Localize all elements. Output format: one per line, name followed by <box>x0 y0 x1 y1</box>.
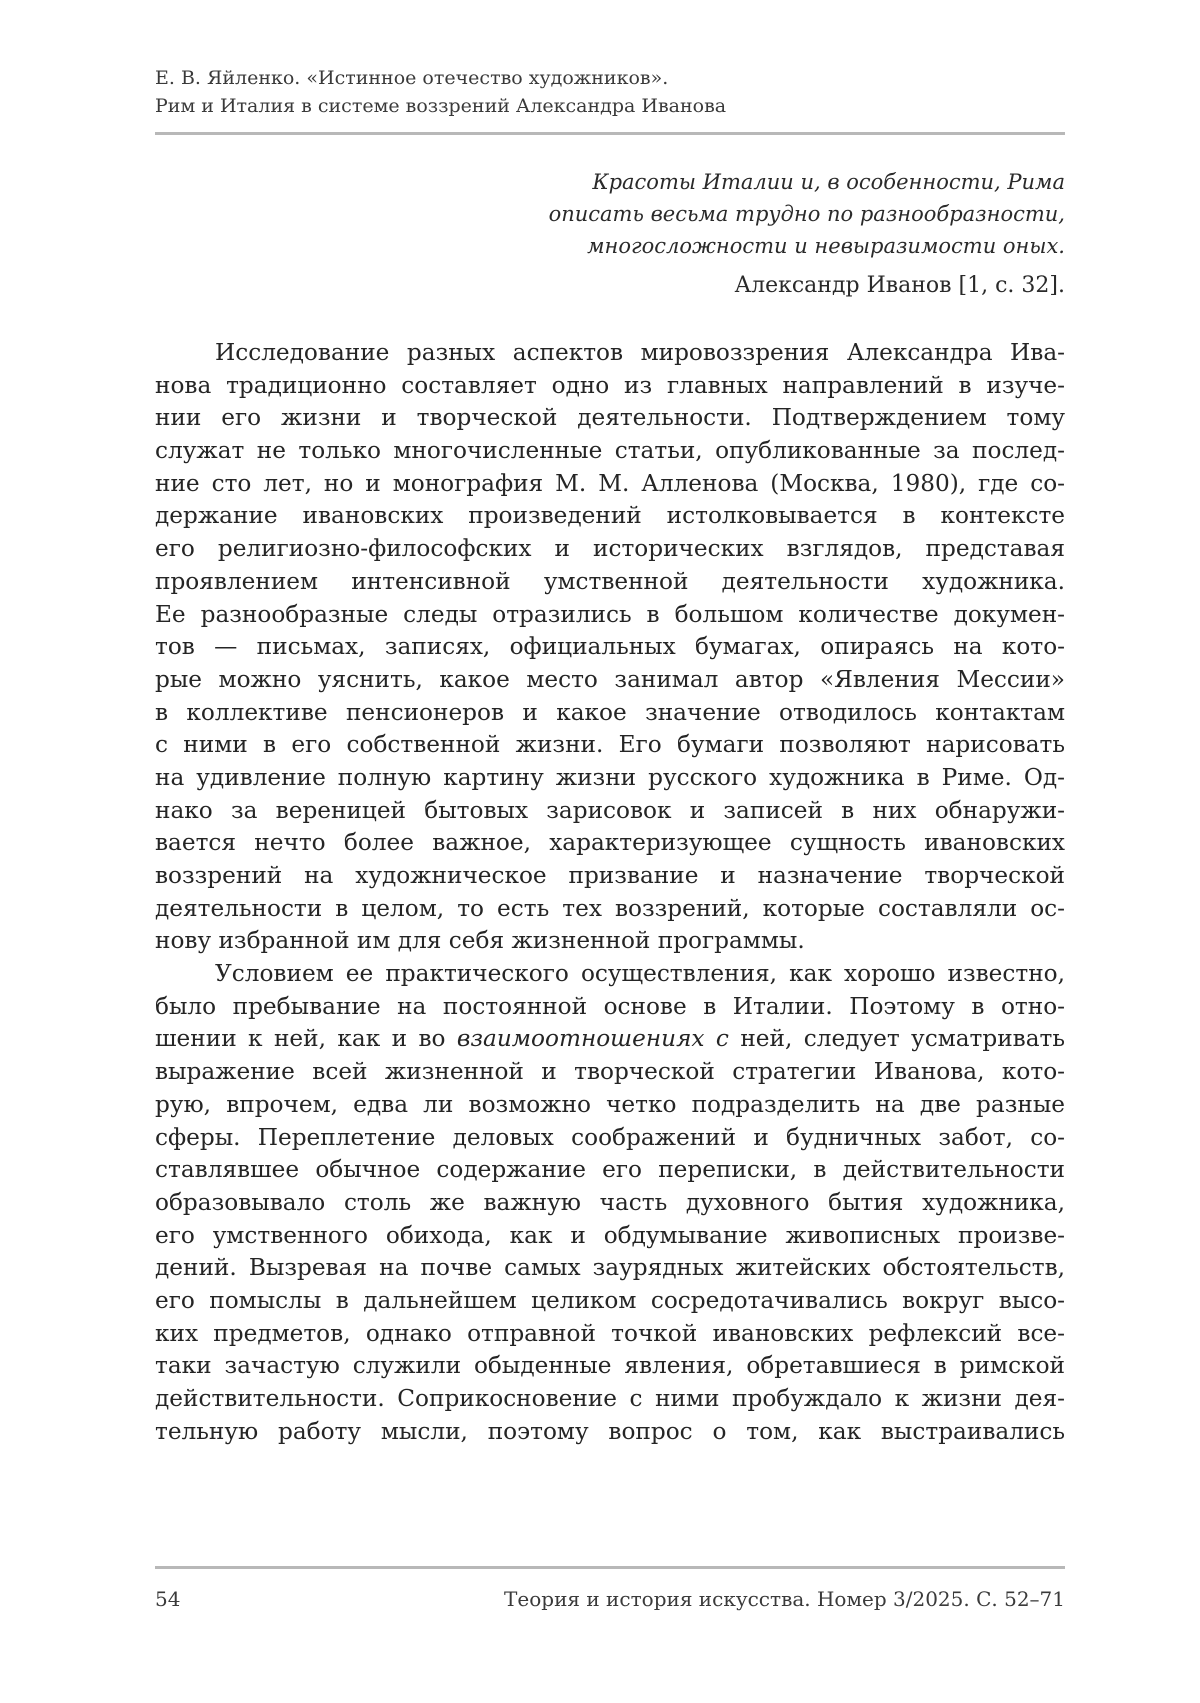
text-line: держание ивановских произведений истолковывается в контексте <box>155 502 1065 530</box>
emphasis: взаимоотношениях с <box>456 1025 729 1053</box>
epigraph <box>400 166 1065 302</box>
running-head-author-title: Е. В. Яйленко. «Истинное отечество художников». <box>155 67 669 89</box>
text-line: его религиозно-философских и исторических взглядов, представая <box>155 535 1065 563</box>
text-line: действительности. Соприкосновение с ними пробуждало к жизни дея- <box>155 1385 1065 1412</box>
text-line: нии его жизни и творческой деятельности. Подтверждением тому <box>155 404 1065 432</box>
text-line: рую, впрочем, едва ли возможно четко подразделить на две разные <box>155 1090 1065 1118</box>
text-line: воззрений на художническое призвание и назначение творческой <box>155 862 1065 889</box>
epigraph-attribution: Александр Иванов [1, с. 32]. <box>734 273 1065 298</box>
text-line: его умственного обихода, как и обдумывание живописных произве- <box>155 1221 1065 1249</box>
text-line: Условием ее практического осуществления, как хорошо известно, <box>215 960 1065 988</box>
running-head-subtitle: Рим и Италия в системе воззрений Александра Иванова <box>155 95 727 117</box>
text-line: проявлением интенсивной умственной деятельности художника. <box>155 567 1065 595</box>
text-line: таки зачастую служили обыденные явления, обретавшиеся в римской <box>155 1352 1065 1380</box>
text-line: с ними в его собственной жизни. Его бумаги позволяют нарисовать <box>155 731 1065 759</box>
epigraph-line: описать весьма трудно по разнообразности, <box>548 202 1065 226</box>
text-segment: ней, следует усматривать <box>728 1025 1066 1053</box>
text-line: выражение всей жизненной и творческой стратегии Иванова, кото- <box>155 1058 1065 1086</box>
page-number: 54 <box>155 1587 181 1611</box>
text-line: Ее разнообразные следы отразились в большом количестве докумен- <box>155 600 1065 628</box>
text-line: в коллективе пенсионеров и какое значение отводилось контактам <box>155 698 1065 726</box>
text-line: его помыслы в дальнейшем целиком сосредотачивались вокруг высо- <box>155 1286 1065 1314</box>
header-rule <box>155 132 1065 135</box>
text-line: вается нечто более важное, характеризующее сущность ивановских <box>155 829 1065 857</box>
text-line: нова традиционно составляет одно из главных направлений в изуче- <box>155 371 1065 399</box>
text-line: тельную работу мысли, поэтому вопрос о том, как выстраивались <box>155 1417 1065 1445</box>
text-line: на удивление полную картину жизни русского художника в Риме. Од- <box>155 763 1065 791</box>
text-line: Исследование разных аспектов мировоззрения Александра Ива- <box>215 339 1065 366</box>
text-line: нако за вереницей бытовых зарисовок и записей в них обнаружи- <box>155 796 1065 824</box>
text-line: сферы. Переплетение деловых соображений и будничных забот, со- <box>155 1123 1065 1151</box>
journal-citation: Теория и история искусства. Номер 3/2025. С. 52–71 <box>504 1587 1065 1611</box>
text-line: было пребывание на постоянной основе в Италии. Поэтому в отно- <box>155 992 1065 1020</box>
footer-rule <box>155 1566 1065 1569</box>
text-line: нову избранной им для себя жизненной программы. <box>155 927 805 955</box>
text-line: служат не только многочисленные статьи, опубликованные за послед- <box>155 437 1065 465</box>
text-line: тов — письмах, записях, официальных бумагах, опираясь на кото- <box>155 633 1065 661</box>
running-head <box>155 64 1065 120</box>
text-line: рые можно уяснить, какое место занимал автор «Явления Мессии» <box>155 665 1065 693</box>
epigraph-line: многосложности и невыразимости оных. <box>587 234 1065 258</box>
paragraph-1 <box>155 337 1065 958</box>
paragraph-2 <box>155 958 1065 1448</box>
text-line: ких предметов, однако отправной точкой ивановских рефлексий все- <box>155 1319 1065 1347</box>
text-line: ние сто лет, но и монография М. М. Алленова (Москва, 1980), где со- <box>155 469 1065 497</box>
epigraph-line: Красоты Италии и, в особенности, Рима <box>592 170 1065 194</box>
text-line: деятельности в целом, то есть тех воззрений, которые составляли ос- <box>155 894 1065 922</box>
article-body <box>155 337 1065 1448</box>
text-line: образовывало столь же важную часть духовного бытия художника, <box>155 1188 1065 1216</box>
text-line: дений. Вызревая на почве самых заурядных житейских обстоятельств, <box>155 1254 1065 1282</box>
text-line <box>155 1023 1065 1056</box>
text-segment: шении к ней, как и во <box>155 1025 457 1053</box>
text-line: ставлявшее обычное содержание его переписки, в действительности <box>155 1156 1065 1184</box>
